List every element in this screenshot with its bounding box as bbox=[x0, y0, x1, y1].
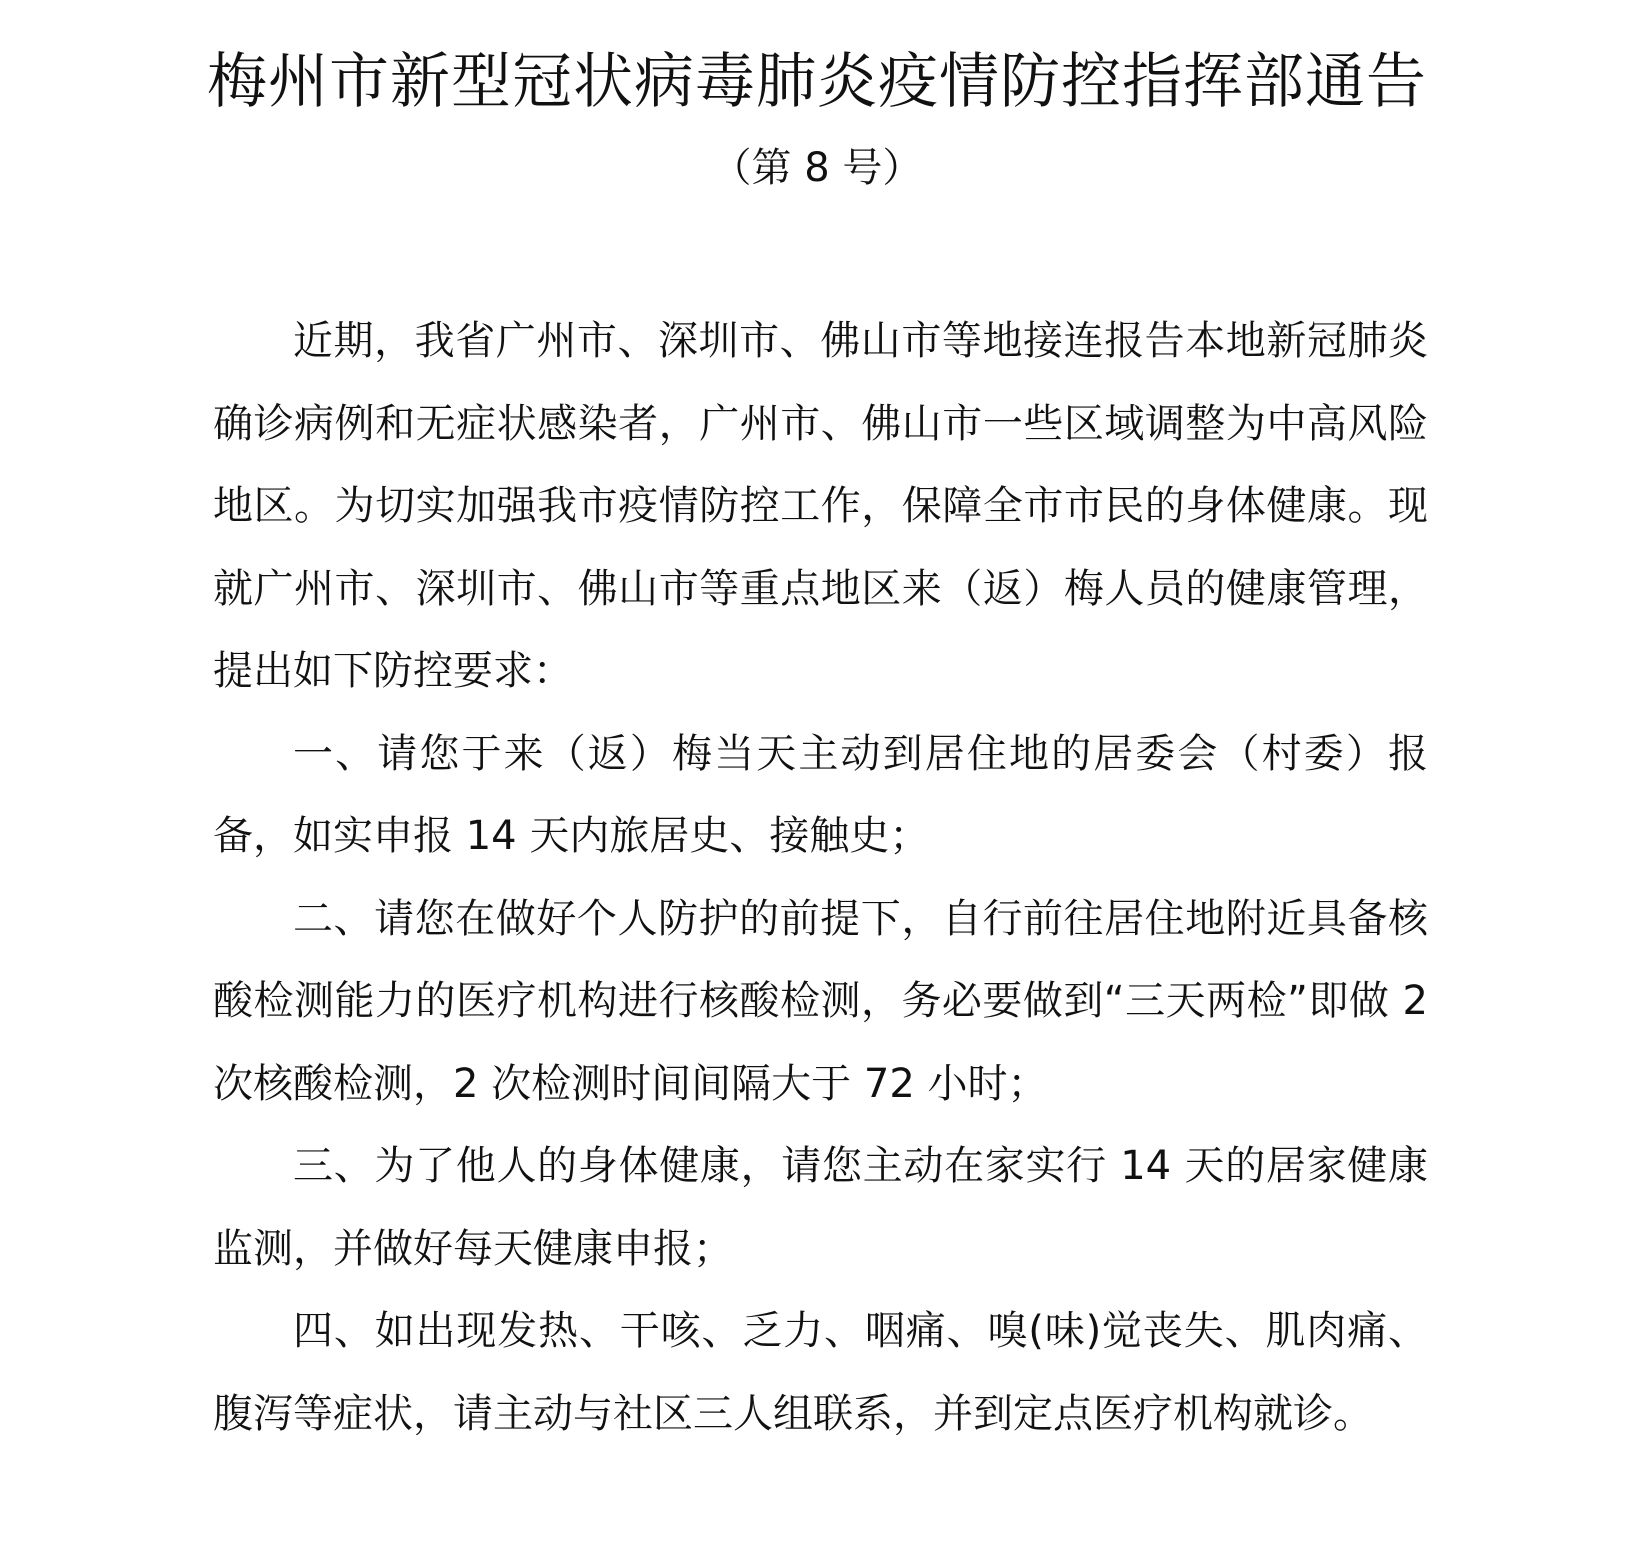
requirement-4-paragraph: 四、如出现发热、干咳、乏力、咽痛、嗅(味)觉丧失、肌肉痛、腹泻等症状，请主动与社区三人组联系，并到定点医疗机构就诊。 bbox=[213, 1308, 1428, 1437]
notice-number: （第 8 号） bbox=[711, 145, 923, 191]
requirement-1-paragraph: 一、请您于来（返）梅当天主动到居住地的居委会（村委）报备，如实申报 14 天内旅居史、接触史； bbox=[213, 730, 1428, 859]
requirement-3-paragraph: 三、为了他人的身体健康，请您主动在家实行 14 天的居家健康监测，并做好每天健康申报； bbox=[213, 1143, 1428, 1272]
notice-title: 梅州市新型冠状病毒肺炎疫情防控指挥部通告 bbox=[207, 47, 1427, 117]
notice-body bbox=[213, 300, 1428, 1455]
intro-paragraph: 近期，我省广州市、深圳市、佛山市等地接连报告本地新冠肺炎确诊病例和无症状感染者，广州市、佛山市一些区域调整为中高风险地区。为切实加强我市疫情防控工作，保障全市市民的身体健康。现就广州市、深圳市、佛山市等重点地区来（返）梅人员的健康管理，提出如下防控要求： bbox=[213, 318, 1428, 694]
requirement-2-paragraph: 二、请您在做好个人防护的前提下，自行前往居住地附近具备核酸检测能力的医疗机构进行核酸检测，务必要做到“三天两检”即做 2 次核酸检测，2 次检测时间间隔大于 72 小时； bbox=[213, 895, 1428, 1107]
